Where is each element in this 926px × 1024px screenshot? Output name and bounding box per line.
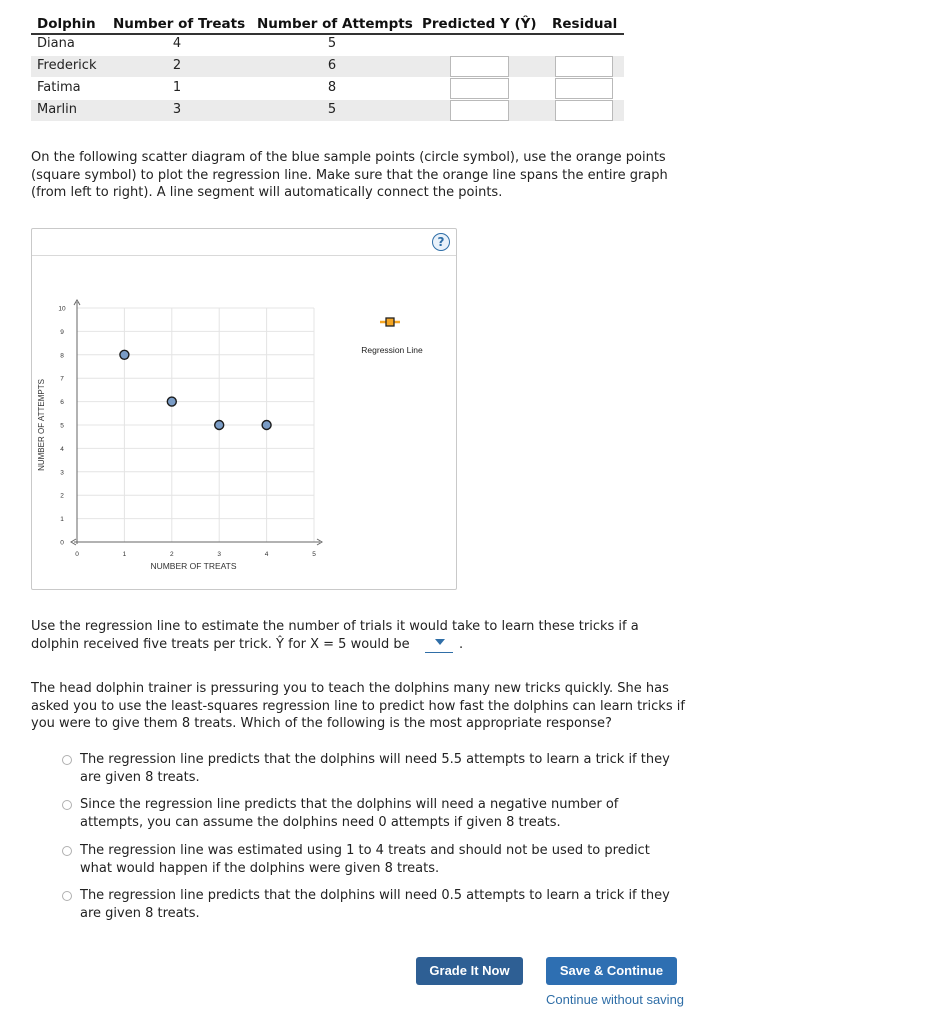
header-attempts: Number of Attempts [257,16,413,32]
y-tick-label: 2 [60,492,64,500]
sample-point[interactable] [215,421,224,430]
predicted-input-frederick[interactable] [450,56,509,77]
option-label[interactable]: The regression line predicts that the dolphins will need 0.5 attempts to learn a trick if they are given 8 treats. [80,888,670,921]
x-tick-label: 2 [169,551,174,558]
row-treats: 1 [172,80,182,95]
header-residual: Residual [552,16,618,32]
sample-point[interactable] [262,421,271,430]
table-row [31,78,624,99]
radio-option-4[interactable] [62,891,72,901]
estimate-dropdown[interactable] [425,636,453,653]
y-tick-label: 8 [60,352,64,360]
radio-option-2[interactable] [62,800,72,810]
legend-label: Regression Line [361,345,423,355]
row-treats: 4 [172,36,182,51]
y-tick-label: 7 [60,375,64,383]
graph-panel [31,228,457,590]
y-tick-label: 10 [58,305,66,313]
sample-point[interactable] [167,397,176,406]
estimate-period: . [459,637,464,652]
header-predicted: Predicted Y (Ŷ) [422,16,537,32]
y-axis-label: NUMBER OF ATTEMPTS [37,379,46,471]
question-text: The head dolphin trainer is pressuring you to teach the dolphins many new tricks quickly. She has asked you to use the least-squares regression line to predict how fast the dolphins can learn tricks if you were to give them 8 treats. Which of the following is the most appropriate response? [31,681,685,731]
row-name: Marlin [37,102,77,117]
help-icon[interactable]: ? [432,233,450,251]
y-tick-label: 1 [60,516,64,524]
x-tick-label: 4 [264,551,269,558]
graph-toolbar [32,229,456,256]
x-tick-label: 1 [122,551,127,558]
x-tick-label: 5 [312,551,316,558]
y-tick-label: 3 [60,469,64,477]
x-axis-label: NUMBER OF TREATS [150,561,237,571]
option-label[interactable]: The regression line was estimated using 1 to 4 treats and should not be used to predict what would happen if the dolphins were given 8 treats. [80,843,650,876]
y-tick-label: 5 [60,422,64,430]
orange-square-icon[interactable] [386,318,394,326]
y-tick-label: 4 [60,445,64,453]
option-label[interactable]: Since the regression line predicts that the dolphins will need a negative number of attempts, you can assume the dolphins need 0 attempts if given 8 treats. [80,797,619,830]
row-name: Fatima [37,80,81,95]
estimate-text-line1: Use the regression line to estimate the number of trials it would take to learn these tricks if a [31,619,639,634]
row-attempts: 5 [327,102,337,117]
row-treats: 3 [172,102,182,117]
y-tick-label: 6 [60,399,64,407]
sample-point[interactable] [120,350,129,359]
residual-input-fatima[interactable] [555,78,613,99]
option-label[interactable]: The regression line predicts that the dolphins will need 5.5 attempts to learn a trick if they are given 8 treats. [80,752,670,785]
header-dolphin: Dolphin [37,16,96,32]
save-continue-button[interactable]: Save & Continue [546,957,677,985]
y-tick-label: 9 [60,328,64,336]
row-attempts: 5 [327,36,337,51]
table-row [31,100,624,121]
row-treats: 2 [172,58,182,73]
predicted-input-marlin[interactable] [450,100,509,121]
table-row [31,34,624,55]
row-name: Diana [37,36,75,51]
instructions-text: On the following scatter diagram of the blue sample points (circle symbol), use the orange points (square symbol) to plot the regression line. Make sure that the orange line spans the entire graph (from left to right). A line segment will automatically connect the points. [31,150,668,200]
chevron-down-icon [435,639,445,645]
regression-marker[interactable] [380,318,400,326]
predicted-input-fatima[interactable] [450,78,509,99]
continue-without-saving-link[interactable]: Continue without saving [546,992,685,1007]
scatter-chart[interactable] [32,256,456,590]
x-tick-label: 3 [217,551,222,558]
estimate-text-line2: dolphin received five treats per trick. Ŷ for X = 5 would be [31,637,410,652]
row-name: Frederick [37,58,97,73]
header-treats: Number of Treats [113,16,246,32]
residual-input-marlin[interactable] [555,100,613,121]
radio-option-3[interactable] [62,846,72,856]
table-row [31,56,624,77]
row-attempts: 6 [327,58,337,73]
grade-it-now-button[interactable]: Grade It Now [416,957,523,985]
x-tick-label: 0 [75,551,79,558]
residual-input-frederick[interactable] [555,56,613,77]
radio-option-1[interactable] [62,755,72,765]
y-tick-label: 0 [60,539,64,547]
row-attempts: 8 [327,80,337,95]
